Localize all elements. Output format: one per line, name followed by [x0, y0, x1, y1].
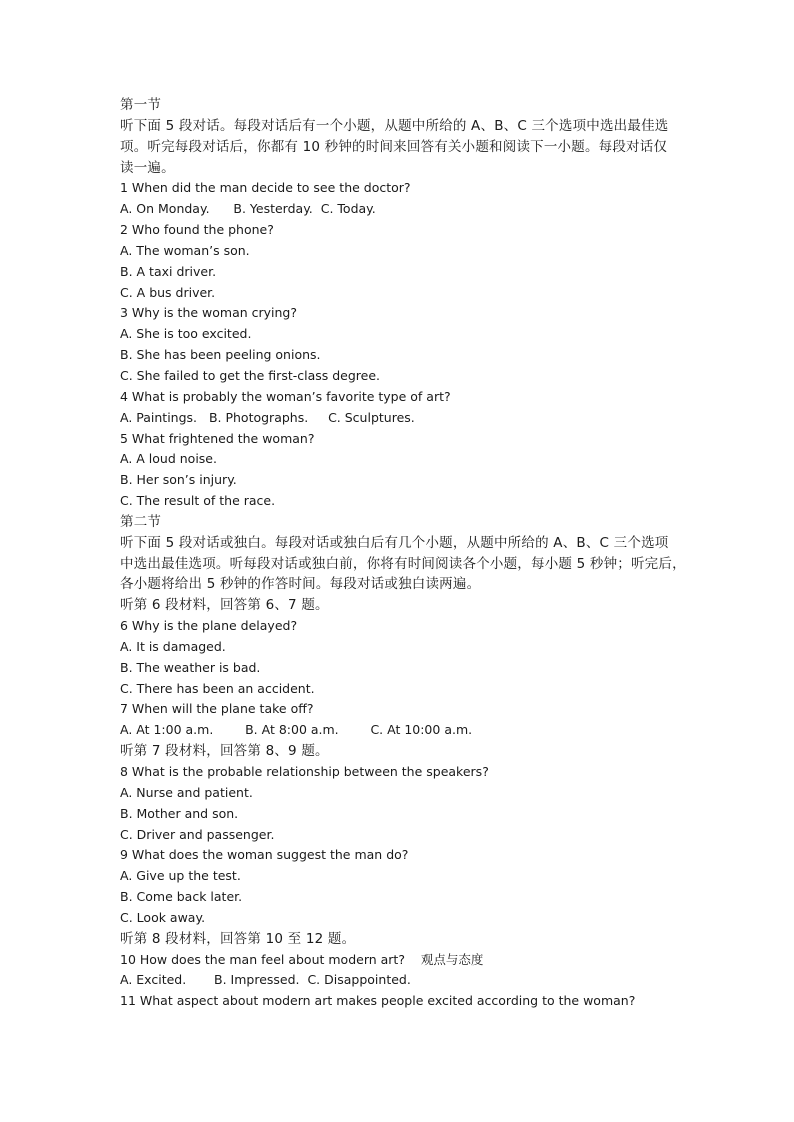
question-4: 4 What is probably the woman’s favorite type of art? [120, 388, 451, 404]
question-11: 11 What aspect about modern art makes people excited according to the woman? [120, 993, 636, 1009]
question-1-options: A. On Monday. B. Yesterday. C. Today. [120, 201, 376, 217]
question-9-option-b: B. Come back later. [120, 889, 243, 905]
question-4-options: A. Paintings. B. Photographs. C. Sculptures. [120, 409, 415, 425]
document-body [120, 95, 686, 1012]
question-2: 2 Who found the phone? [120, 222, 274, 238]
question-5: 5 What frightened the woman? [120, 430, 315, 446]
question-3: 3 Why is the woman crying? [120, 305, 298, 321]
section-1-heading: 第一节 [120, 97, 162, 113]
question-8-option-a: A. Nurse and patient. [120, 784, 253, 800]
material-7-heading: 听第 7 段材料，回答第 8、9 题。 [120, 743, 329, 760]
material-6-heading: 听第 6 段材料，回答第 6、7 题。 [120, 597, 329, 614]
question-1: 1 When did the man decide to see the doctor? [120, 180, 411, 196]
section-1-instructions-line-3: 读一遍。 [120, 159, 175, 176]
question-7-options: A. At 1:00 a.m. B. At 8:00 a.m. C. At 10:00 a.m. [120, 722, 473, 738]
section-2-instructions-line-2: 中选出最佳选项。听每段对话或独白前，你将有时间阅读各个小题，每小题 5 秒钟；听完后， [120, 555, 686, 572]
question-10: 10 How does the man feel about modern art? 观点与态度 [120, 951, 484, 967]
material-8-heading: 听第 8 段材料，回答第 10 至 12 题。 [120, 930, 356, 947]
question-8: 8 What is the probable relationship between the speakers? [120, 764, 489, 779]
question-8-option-b: B. Mother and son. [120, 805, 239, 821]
section-2-heading: 第二节 [120, 513, 162, 530]
question-9: 9 What does the woman suggest the man do? [120, 847, 409, 863]
question-2-option-a: A. The woman’s son. [120, 242, 250, 258]
question-8-option-c: C. Driver and passenger. [120, 826, 275, 842]
question-2-option-b: B. A taxi driver. [120, 263, 217, 279]
question-5-option-b: B. Her son’s injury. [120, 472, 237, 488]
section-2-instructions-line-3: 各小题将给出 5 秒钟的作答时间。每段对话或独白读两遍。 [120, 576, 481, 593]
question-10-options: A. Excited. B. Impressed. C. Disappointed. [120, 972, 411, 988]
question-6-option-c: C. There has been an accident. [120, 680, 315, 696]
question-6-option-b: B. The weather is bad. [120, 659, 261, 675]
question-3-option-c: C. She failed to get the first-class degree. [120, 367, 381, 383]
question-2-option-c: C. A bus driver. [120, 284, 216, 300]
question-9-option-a: A. Give up the test. [120, 868, 241, 884]
question-9-option-c: C. Look away. [120, 909, 206, 925]
question-7: 7 When will the plane take off? [120, 701, 314, 717]
question-5-option-c: C. The result of the race. [120, 493, 276, 509]
section-2-instructions-line-1: 听下面 5 段对话或独白。每段对话或独白后有几个小题，从题中所给的 A、B、C 三个选项 [120, 534, 669, 551]
question-5-option-a: A. A loud noise. [120, 451, 217, 467]
question-6: 6 Why is the plane delayed? [120, 618, 298, 634]
question-3-option-a: A. She is too excited. [120, 326, 252, 342]
question-6-option-a: A. It is damaged. [120, 638, 226, 654]
section-1-instructions-line-2: 项。听完每段对话后，你都有 10 秒钟的时间来回答有关小题和阅读下一小题。每段对话仅 [120, 138, 668, 155]
section-1-instructions-line-1: 听下面 5 段对话。每段对话后有一个小题，从题中所给的 A、B、C 三个选项中选出最佳选 [120, 117, 669, 134]
question-3-option-b: B. She has been peeling onions. [120, 347, 321, 363]
